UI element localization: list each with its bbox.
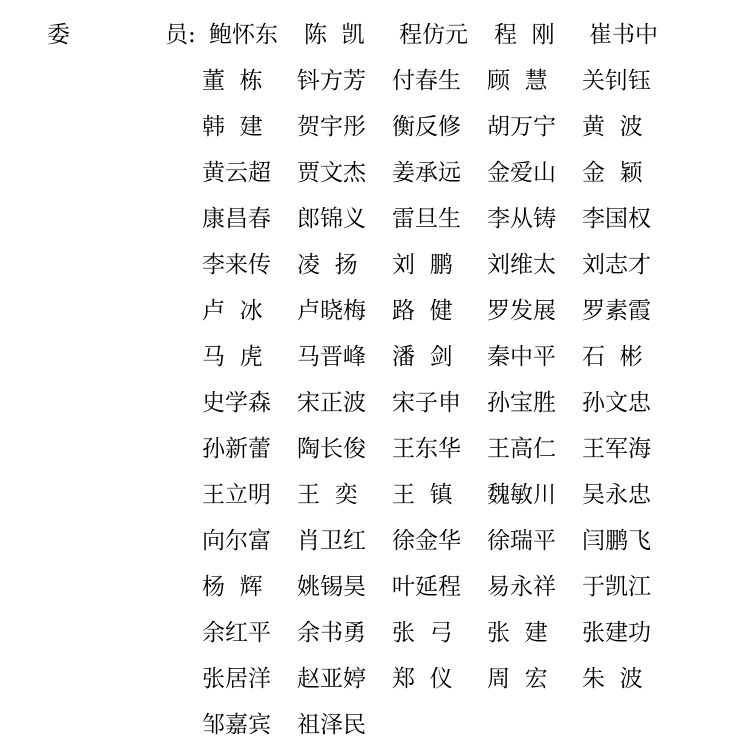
member-name: 程仿元 (399, 22, 468, 48)
member-name: 肖卫红 (297, 528, 366, 554)
member-name: 鲍怀东 (209, 22, 278, 48)
member-name: 魏敏川 (487, 482, 556, 508)
member-name: 李从铸 (487, 206, 556, 232)
member-name: 周 宏 (487, 666, 548, 692)
member-name: 祖泽民 (297, 712, 366, 738)
member-name: 宋子申 (392, 390, 461, 416)
member-row (202, 296, 692, 342)
member-name: 徐瑞平 (487, 528, 556, 554)
member-row (202, 158, 692, 204)
member-name: 衡反修 (392, 114, 461, 140)
member-name: 孙新蕾 (202, 436, 271, 462)
member-row (202, 664, 692, 710)
member-name: 黄云超 (202, 160, 271, 186)
member-row (202, 480, 692, 526)
member-name: 王东华 (392, 436, 461, 462)
member-row (202, 342, 692, 388)
member-name: 韩 建 (202, 114, 263, 140)
member-name: 吴永忠 (582, 482, 651, 508)
member-name: 易永祥 (487, 574, 556, 600)
role-label-first-char: 委 (47, 22, 70, 48)
member-name: 孙宝胜 (487, 390, 556, 416)
member-name: 崔书中 (589, 22, 658, 48)
member-name: 王 奕 (297, 482, 358, 508)
member-row (202, 526, 692, 572)
member-row (202, 112, 692, 158)
member-name: 胡万宁 (487, 114, 556, 140)
member-name: 徐金华 (392, 528, 461, 554)
member-name: 杨 辉 (202, 574, 263, 600)
member-name: 马晋峰 (297, 344, 366, 370)
member-name: 路 健 (392, 298, 453, 324)
member-name: 凌 扬 (297, 252, 358, 278)
member-name: 余红平 (202, 620, 271, 646)
member-name: 闫鹏飞 (582, 528, 651, 554)
member-name: 王立明 (202, 482, 271, 508)
member-row (202, 572, 692, 618)
member-name: 金 颖 (582, 160, 643, 186)
member-name: 宋正波 (297, 390, 366, 416)
member-name: 贾文杰 (297, 160, 366, 186)
member-name: 余书勇 (297, 620, 366, 646)
member-name: 陈 凯 (304, 22, 365, 48)
member-name: 叶延程 (392, 574, 461, 600)
member-row (202, 204, 692, 250)
member-name: 张居洋 (202, 666, 271, 692)
member-name: 刘 鹏 (392, 252, 453, 278)
member-name: 于凯江 (582, 574, 651, 600)
member-name: 卢 冰 (202, 298, 263, 324)
member-name: 刘志才 (582, 252, 651, 278)
member-name: 姜承远 (392, 160, 461, 186)
member-name: 史学森 (202, 390, 271, 416)
member-row (202, 618, 692, 664)
member-name: 卢晓梅 (297, 298, 366, 324)
member-name: 顾 慧 (487, 68, 548, 94)
member-name: 关钊钰 (582, 68, 651, 94)
role-char: 员 (165, 22, 188, 48)
member-grid (202, 66, 692, 756)
member-name: 王高仁 (487, 436, 556, 462)
member-name: 李国权 (582, 206, 651, 232)
member-name: 郑 仪 (392, 666, 453, 692)
member-name: 雷旦生 (392, 206, 461, 232)
member-row (202, 250, 692, 296)
member-row (202, 710, 692, 756)
member-name: 石 彬 (582, 344, 643, 370)
member-name: 罗发展 (487, 298, 556, 324)
member-name: 郎锦义 (297, 206, 366, 232)
member-name: 姚锡昊 (297, 574, 366, 600)
member-name: 邹嘉宾 (202, 712, 271, 738)
member-name: 秦中平 (487, 344, 556, 370)
member-name: 罗素霞 (582, 298, 651, 324)
member-name: 张建功 (582, 620, 651, 646)
member-name: 黄 波 (582, 114, 643, 140)
member-row-first (209, 20, 684, 50)
member-name: 李来传 (202, 252, 271, 278)
member-row (202, 66, 692, 112)
member-name: 付春生 (392, 68, 461, 94)
member-name: 马 虎 (202, 344, 263, 370)
member-name: 陶长俊 (297, 436, 366, 462)
member-name: 王 镇 (392, 482, 453, 508)
member-name: 潘 剑 (392, 344, 453, 370)
member-name: 贺宇彤 (297, 114, 366, 140)
member-name: 王军海 (582, 436, 651, 462)
member-name: 董 栋 (202, 68, 263, 94)
role-colon: : (188, 22, 196, 48)
member-row (202, 388, 692, 434)
member-name: 孙文忠 (582, 390, 651, 416)
member-row (202, 434, 692, 480)
member-name: 张 建 (487, 620, 548, 646)
member-name: 赵亚婷 (297, 666, 366, 692)
member-name: 康昌春 (202, 206, 271, 232)
member-name: 程 刚 (494, 22, 555, 48)
role-label-second-char (165, 20, 196, 50)
member-name: 金爱山 (487, 160, 556, 186)
member-name: 朱 波 (582, 666, 643, 692)
member-name: 钭方芳 (297, 68, 366, 94)
member-name: 向尔富 (202, 528, 271, 554)
member-name: 张 弓 (392, 620, 453, 646)
member-name: 刘维太 (487, 252, 556, 278)
